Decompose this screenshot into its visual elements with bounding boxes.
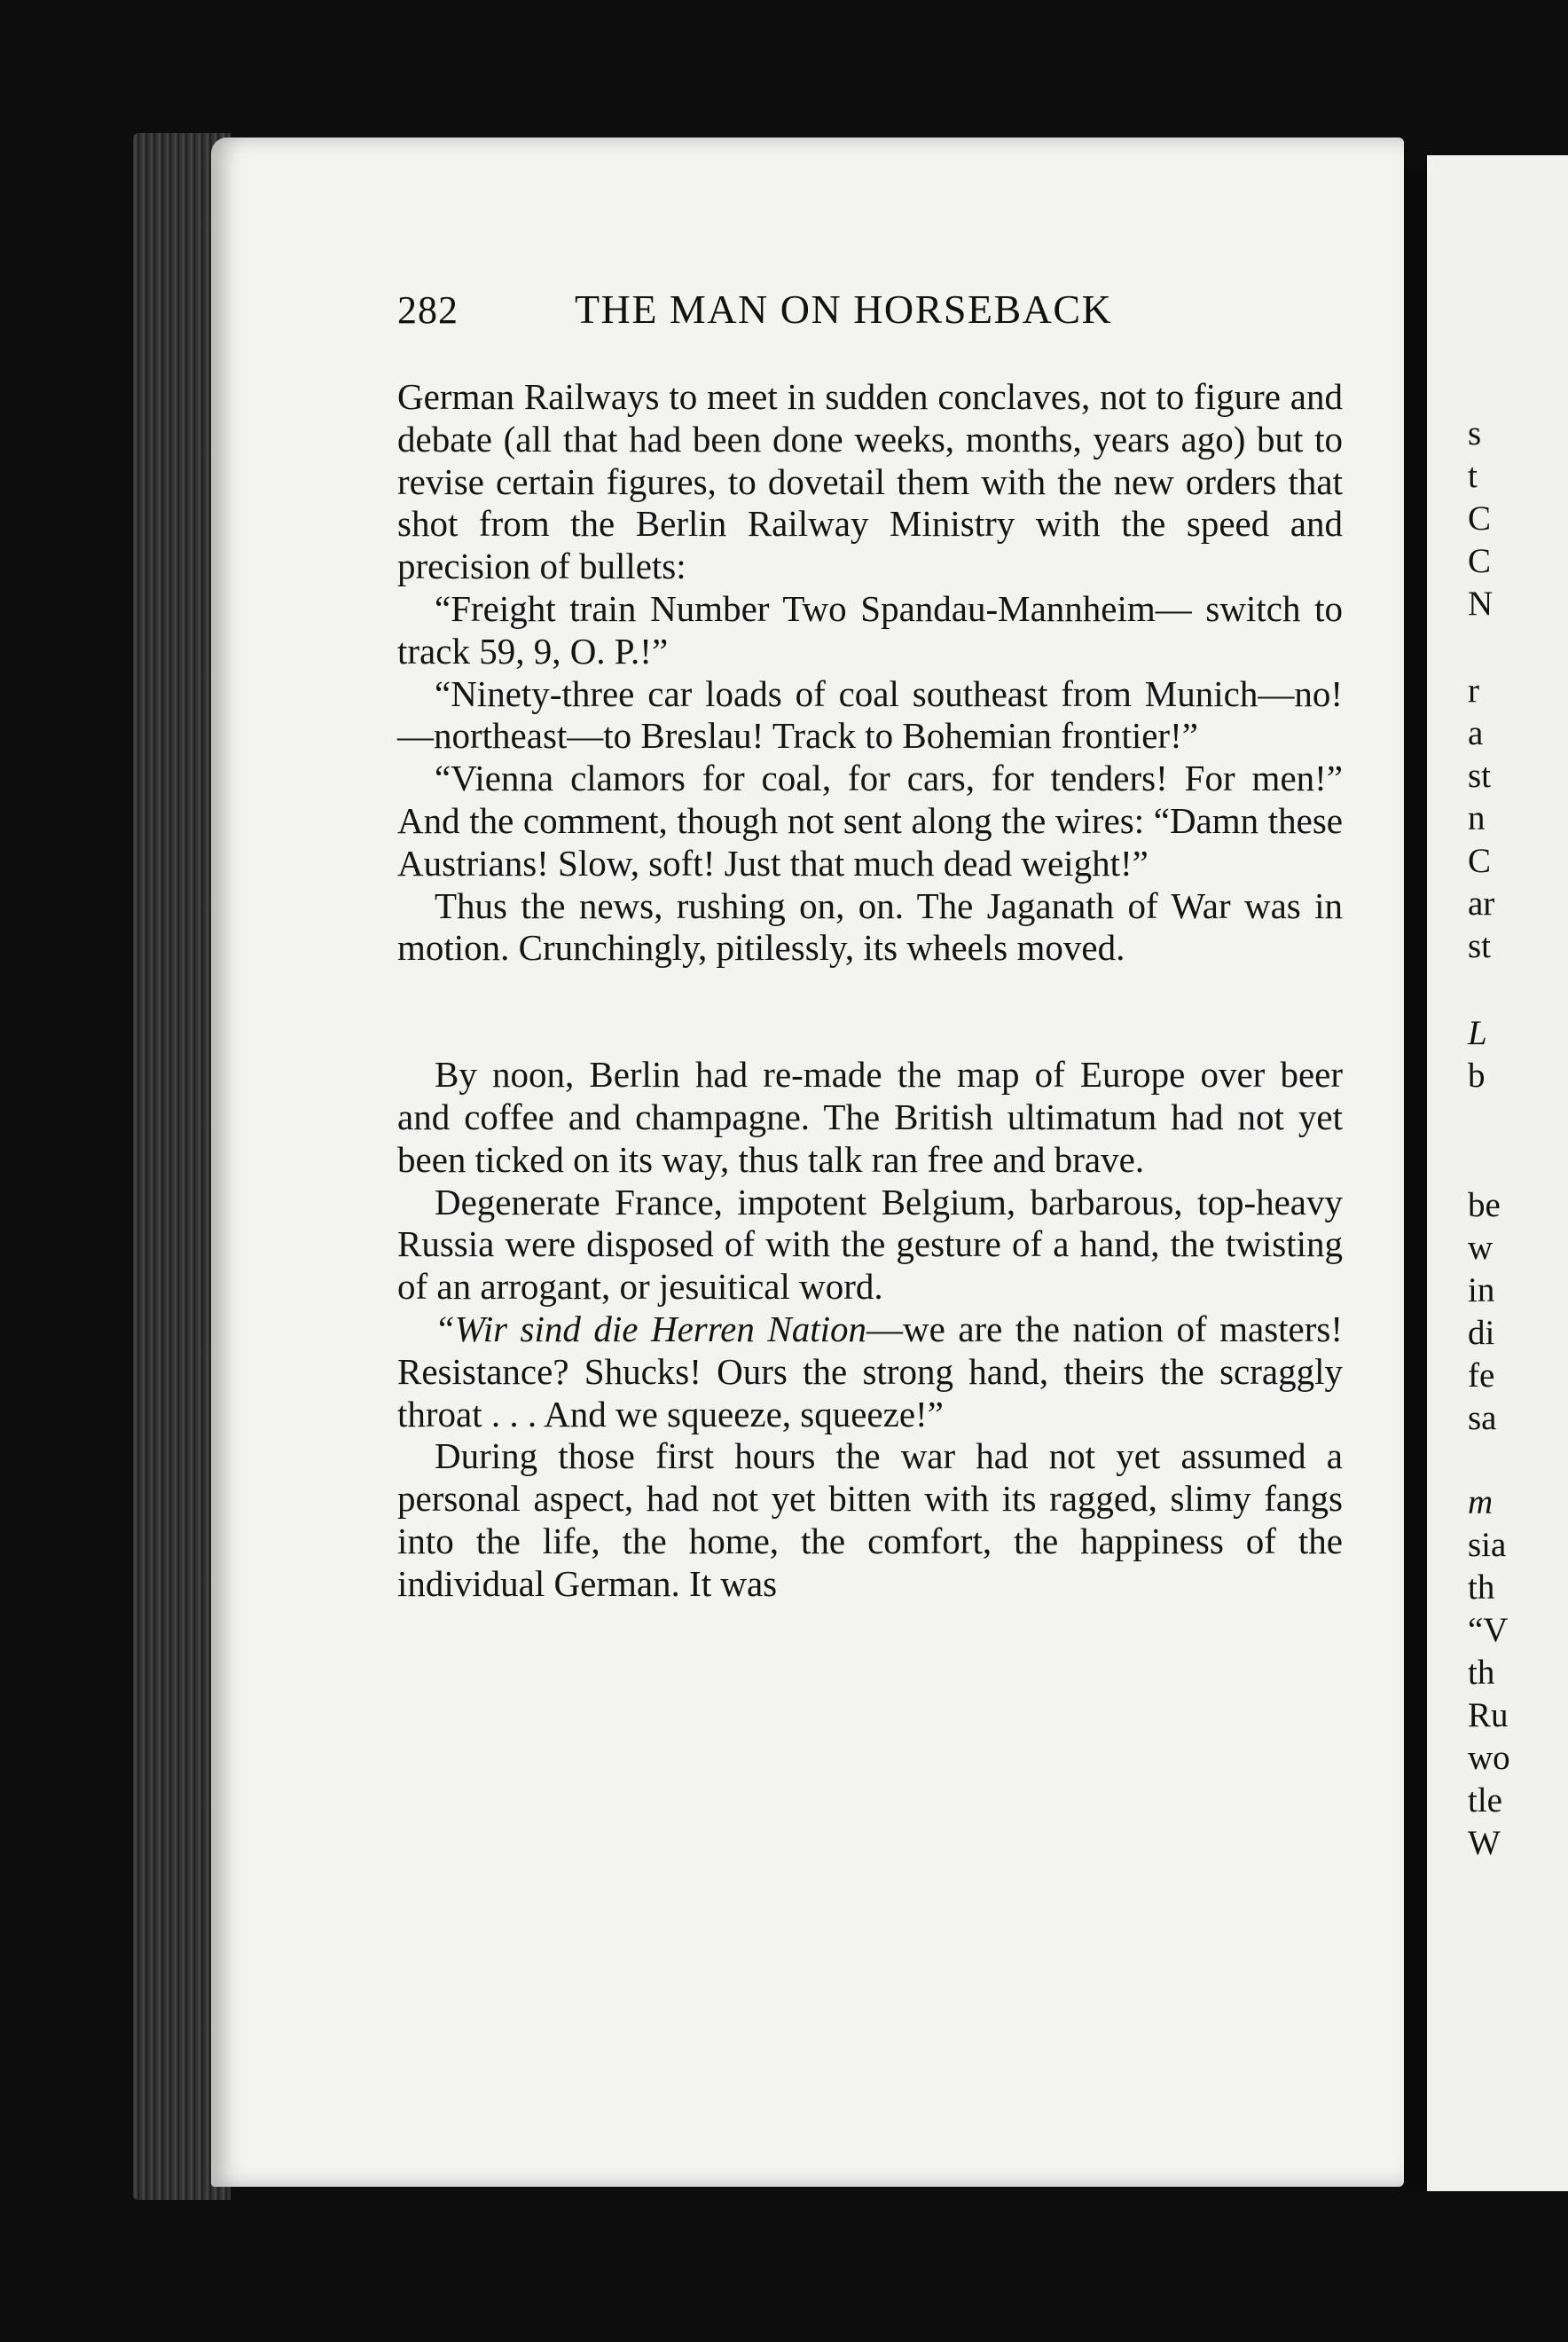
running-head: [397, 286, 1343, 333]
right-page-text: r: [1468, 672, 1479, 710]
right-page-text: b: [1468, 1057, 1486, 1095]
right-page-text: di: [1468, 1314, 1495, 1352]
section-break: [397, 970, 1343, 1054]
right-page-text: tle: [1468, 1781, 1502, 1819]
paragraph: “Ninety-three car loads of coal southeast from Munich—no!—northeast—to Breslau! Track to Bohemian frontier!”: [397, 672, 1343, 757]
paragraph: Degenerate France, impotent Belgium, barbarous, top-heavy Russia were disposed of with the gesture of a hand, the twisting of an arrogant, or jesuitical word.: [397, 1181, 1343, 1308]
paragraph: “Vienna clamors for coal, for cars, for tenders! For men!” And the comment, though not sent along the wires: “Damn these Austrians! Slow, soft! Just that much dead weight!”: [397, 758, 1343, 884]
italic-phrase: “Wir sind die Herren Nation: [435, 1308, 867, 1349]
paragraph: German Railways to meet in sudden conclaves, not to figure and debate (all that had been done weeks, months, years ago) but to revise certain figures, to dovetail them with the new orders that shot from the Berlin Railway Ministry with the speed and precision of bullets:: [397, 376, 1343, 587]
right-page-text: be: [1468, 1186, 1501, 1224]
paragraph: [397, 1309, 1343, 1435]
right-page-text: sia: [1468, 1526, 1507, 1564]
right-page-text: a: [1468, 714, 1484, 752]
running-title: THE MAN ON HORSEBACK: [575, 287, 1113, 332]
right-page-text: st: [1468, 927, 1492, 965]
right-page-text: fe: [1468, 1356, 1495, 1395]
right-page-text: w: [1468, 1229, 1494, 1267]
right-page-text: m: [1468, 1483, 1494, 1521]
right-page-text: N: [1468, 585, 1494, 623]
right-page-text: wo: [1468, 1739, 1510, 1777]
paragraph: “Freight train Number Two Spandau-Mannheim— switch to track 59, 9, O. P.!”: [397, 587, 1343, 672]
right-page-text: sa: [1468, 1399, 1497, 1437]
right-page-text: C: [1468, 542, 1492, 580]
right-page-text: in: [1468, 1271, 1495, 1309]
right-page-text: st: [1468, 757, 1492, 795]
book-gutter: [1404, 169, 1427, 2191]
right-page-text: “V: [1468, 1611, 1509, 1649]
right-page-text: L: [1468, 1014, 1487, 1052]
page-number: 282: [397, 288, 459, 332]
right-page-text: th: [1468, 1568, 1495, 1607]
right-page-text: t: [1468, 457, 1478, 495]
body-text: [397, 376, 1343, 1606]
right-page-text: th: [1468, 1654, 1495, 1692]
right-page-text: C: [1468, 842, 1492, 880]
right-page-text: C: [1468, 499, 1492, 538]
paragraph-rest: —we are the nation of masters! Resistance? Shucks! Ours the strong hand, theirs the scraggly throat . . . And we squeeze, squeeze!”: [397, 1308, 1343, 1434]
right-page-text: ar: [1468, 884, 1495, 923]
paragraph: By noon, Berlin had re-made the map of Europe over beer and coffee and champagne. The British ultimatum had not yet been ticked on its way, thus talk ran free and brave.: [397, 1054, 1343, 1180]
right-page-text: n: [1468, 799, 1486, 837]
right-page-text: W: [1468, 1824, 1501, 1862]
paragraph: Thus the news, rushing on, on. The Jaganath of War was in motion. Crunchingly, pitilessly, its wheels moved.: [397, 884, 1343, 969]
right-page-text: Ru: [1468, 1696, 1509, 1734]
paragraph: During those first hours the war had not yet assumed a personal aspect, had not yet bitten with its ragged, slimy fangs into the life, the home, the comfort, the happiness of the individual German. It was: [397, 1435, 1343, 1604]
right-page-fragment: [1427, 155, 1568, 2191]
right-page-text: s: [1468, 414, 1482, 452]
